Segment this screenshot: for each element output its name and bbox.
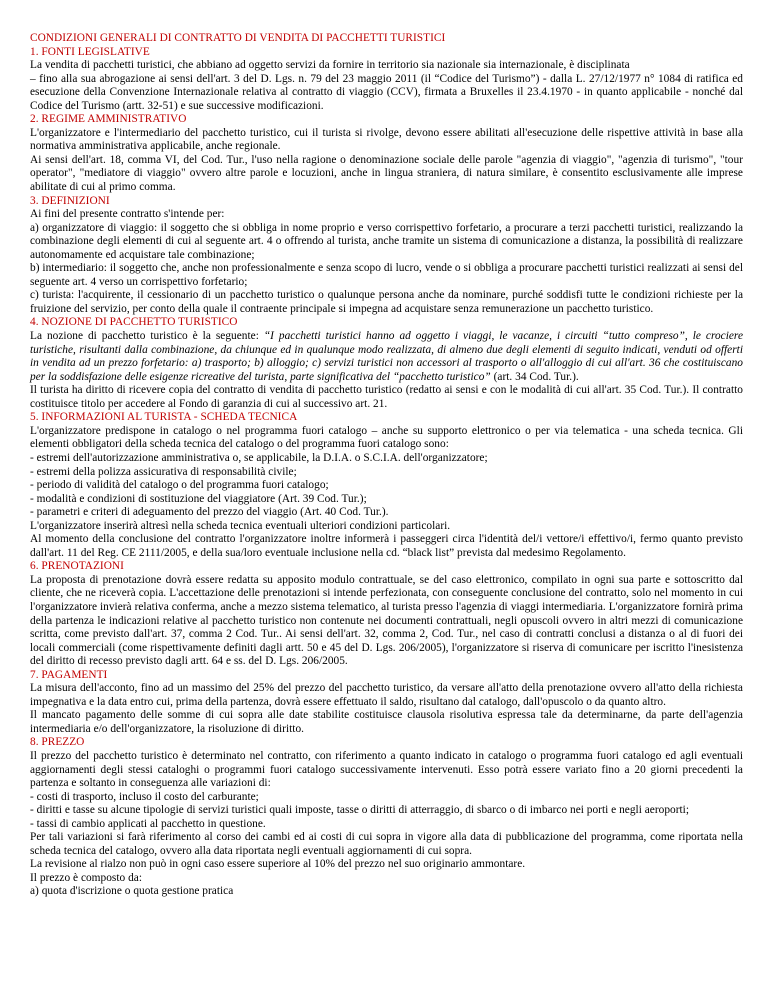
paragraph: Per tali variazioni si farà riferimento al corso dei cambi ed ai costi di cui sopra in vigore alla data di pubblicazione del programma, come riportata nella scheda tecnica del catalogo, ovvero alla data riportata negli eventuali aggiornamenti di cui sopra. bbox=[30, 831, 743, 857]
paragraph: La misura dell'acconto, fino ad un massimo del 25% del prezzo del pacchetto turistico, da versare all'atto della prenotazione ovvero all'atto della richiesta impegnativa e la data entro cui, prima della partenza, dovrà essere effettuato il saldo, risultano dal catalogo, dall'opuscolo o da quanto altro. bbox=[30, 682, 743, 708]
list-item: - diritti e tasse su alcune tipologie di servizi turistici quali imposte, tasse o diritti di atterraggio, di sbarco o di imbarco nei porti e negli aeroporti; bbox=[30, 804, 690, 817]
legal-quote: “I pacchetti turistici hanno ad oggetto i viaggi, le vacanze, i circuiti “tutto compreso”, le crociere turistiche, risultanti dalla combinazione, da chiunque ed in qualunque modo realizzata, di almeno due degli elementi di seguito indicati, venduti od offerti in vendita ad un prezzo forfetario: a) trasporto; b) alloggio; c) servizi turistici non accessori al trasporto o all'alloggio di cui all'art. 36 che costituiscano per la soddisfazione delle esigenze ricreative del turista, parte significativa del “pacchetto turistico” bbox=[30, 330, 743, 383]
definition-item: a) organizzatore di viaggio: il soggetto che si obbliga in nome proprio e verso corrispettivo forfetario, a procurare a terzi pacchetti turistici, realizzando la combinazione degli elementi di cui al seguente art. 4 o offrendo al turista, anche tramite un sistema di comunicazione a distanza, la possibilità di realizzare autonomamente ed acquistare tale combinazione; bbox=[30, 221, 743, 261]
section-heading-5: 5. INFORMAZIONI AL TURISTA - SCHEDA TECNICA bbox=[30, 411, 298, 424]
paragraph: Al momento della conclusione del contratto l'organizzatore inoltre informerà i passeggeri circa l'identità del/i vettore/i effettivo/i, fermo quanto previsto dall'art. 11 del Reg. CE 2111/2005, e della sua/loro eventuale inclusione nella cd. “black list” prevista dal medesimo Regolamento. bbox=[30, 533, 743, 559]
paragraph-intro: La nozione di pacchetto turistico è la seguente: bbox=[30, 330, 264, 343]
list-item: - periodo di validità del catalogo o del programma fuori catalogo; bbox=[30, 479, 329, 492]
section-heading-3: 3. DEFINIZIONI bbox=[30, 194, 110, 207]
section-heading-4: 4. NOZIONE DI PACCHETTO TURISTICO bbox=[30, 316, 238, 329]
paragraph bbox=[30, 330, 743, 384]
list-item: - costi di trasporto, incluso il costo del carburante; bbox=[30, 790, 259, 803]
paragraph: L'organizzatore inserirà altresì nella scheda tecnica eventuali ulteriori condizioni particolari. bbox=[30, 519, 451, 532]
list-item: - estremi della polizza assicurativa di responsabilità civile; bbox=[30, 465, 297, 478]
section-heading-2: 2. REGIME AMMINISTRATIVO bbox=[30, 113, 187, 126]
definition-item: b) intermediario: il soggetto che, anche non professionalmente e senza scopo di lucro, vende o si obbliga a procurare pacchetti turistici realizzati ai sensi del seguente art. 4 verso un corrispettivo forfetario; bbox=[30, 262, 743, 288]
list-item: - estremi dell'autorizzazione amministrativa o, se applicabile, la D.I.A. o S.C.I.A. dell'organizzatore; bbox=[30, 451, 488, 464]
paragraph: Ai fini del presente contratto s'intende per: bbox=[30, 208, 225, 221]
section-heading-7: 7. PAGAMENTI bbox=[30, 668, 108, 681]
paragraph: a) quota d'iscrizione o quota gestione pratica bbox=[30, 885, 234, 898]
paragraph: – fino alla sua abrogazione ai sensi dell'art. 3 del D. Lgs. n. 79 del 23 maggio 2011 (il “Codice del Turismo”) - dalla L. 27/12/1977 n° 1084 di ratifica ed esecuzione della Convenzione Internazionale relativa al contratto di viaggio (CCV), firmata a Bruxelles il 23.4.1970 - in quanto applicabile - nonché dal Codice del Turismo (artt. 32-51) e sue successive modificazioni. bbox=[30, 72, 743, 112]
paragraph-end: (art. 34 Cod. Tur.). bbox=[490, 370, 579, 383]
section-heading-8: 8. PREZZO bbox=[30, 736, 85, 749]
paragraph: Il turista ha diritto di ricevere copia del contratto di vendita di pacchetto turistico (redatto ai sensi e con le modalità di cui all'art. 35 Cod. Tur.). Il contratto costituisce titolo per accedere al Fondo di garanzia di cui al successivo art. 21. bbox=[30, 384, 743, 410]
document-page bbox=[30, 32, 743, 899]
paragraph: La revisione al rialzo non può in ogni caso essere superiore al 10% del prezzo nel suo originario ammontare. bbox=[30, 858, 526, 871]
definition-item: c) turista: l'acquirente, il cessionario di un pacchetto turistico o qualunque persona anche da nominare, purché soddisfi tutte le condizioni richieste per la fruizione del servizio, per conto della quale il contraente principale si impegna ad acquistare senza remunerazione un pacchetto turistico. bbox=[30, 289, 743, 315]
paragraph: Il prezzo è composto da: bbox=[30, 871, 142, 884]
paragraph: L'organizzatore e l'intermediario del pacchetto turistico, cui il turista si rivolge, devono essere abilitati all'esecuzione delle rispettive attività in base alla normativa amministrativa applicabile, anche regionale. bbox=[30, 126, 743, 153]
list-item: - parametri e criteri di adeguamento del prezzo del viaggio (Art. 40 Cod. Tur.). bbox=[30, 506, 389, 519]
document-title: CONDIZIONI GENERALI DI CONTRATTO DI VENDITA DI PACCHETTI TURISTICI bbox=[30, 32, 446, 44]
paragraph: La vendita di pacchetti turistici, che abbiano ad oggetto servizi da fornire in territorio sia nazionale sia internazionale, è disciplinata bbox=[30, 59, 630, 72]
section-heading-6: 6. PRENOTAZIONI bbox=[30, 560, 124, 573]
paragraph: La proposta di prenotazione dovrà essere redatta su apposito modulo contrattuale, se del caso elettronico, compilato in ogni sua parte e sottoscritto dal cliente, che ne riceverà copia. L'accettazione delle prenotazioni si intende perfezionata, con conseguente conclusione del contratto, solo nel momento in cui l'organizzatore invierà relativa conferma, anche a mezzo sistema telematico, al turista presso l'agenzia di viaggi intermediaria. L'organizzatore fornirà prima della partenza le indicazioni relative al pacchetto turistico non contenute nei documenti contrattuali, negli opuscoli ovvero in altri mezzi di comunicazione scritta, come previsto dall'art. 37, comma 2 Cod. Tur.. Ai sensi dell'art. 32, comma 2, Cod. Tur., nel caso di contratti conclusi a distanza o al di fuori dei locali commerciali (come rispettivamente definiti dagli artt. 50 e 45 del D. Lgs. 206/2005), l'organizzatore si riserva di comunicare per iscritto l'inesistenza del diritto di recesso previsto dagli artt. 64 e ss. del D. Lgs. 206/2005. bbox=[30, 573, 743, 668]
section-heading-1: 1. FONTI LEGISLATIVE bbox=[30, 45, 150, 58]
paragraph: Ai sensi dell'art. 18, comma VI, del Cod. Tur., l'uso nella ragione o denominazione sociale delle parole "agenzia di viaggio", "agenzia di turismo", "tour operator", "mediatore di viaggio" ovvero altre parole e locuzioni, anche in lingua straniera, di natura similare, è consentito esclusivamente alle imprese abilitate di cui al primo comma. bbox=[30, 153, 743, 194]
list-item: - modalità e condizioni di sostituzione del viaggiatore (Art. 39 Cod. Tur.); bbox=[30, 492, 367, 505]
paragraph: Il mancato pagamento delle somme di cui sopra alle date stabilite costituisce clausola risolutiva espressa tale da determinarne, da parte dell'agenzia intermediaria e/o dell'organizzatore, la risoluzione di diritto. bbox=[30, 709, 743, 735]
paragraph: Il prezzo del pacchetto turistico è determinato nel contratto, con riferimento a quanto indicato in catalogo o programma fuori catalogo ed agli eventuali aggiornamenti degli stessi cataloghi o programmi fuori catalogo successivamente intervenuti. Esso potrà essere variato fino a 20 giorni precedenti la partenza e soltanto in conseguenza alle variazioni di: bbox=[30, 749, 743, 790]
paragraph: L'organizzatore predispone in catalogo o nel programma fuori catalogo – anche su supporto elettronico o per via telematica - una scheda tecnica. Gli elementi obbligatori della scheda tecnica del catalogo o del programma fuori catalogo sono: bbox=[30, 424, 743, 451]
list-item: - tassi di cambio applicati al pacchetto in questione. bbox=[30, 817, 266, 830]
